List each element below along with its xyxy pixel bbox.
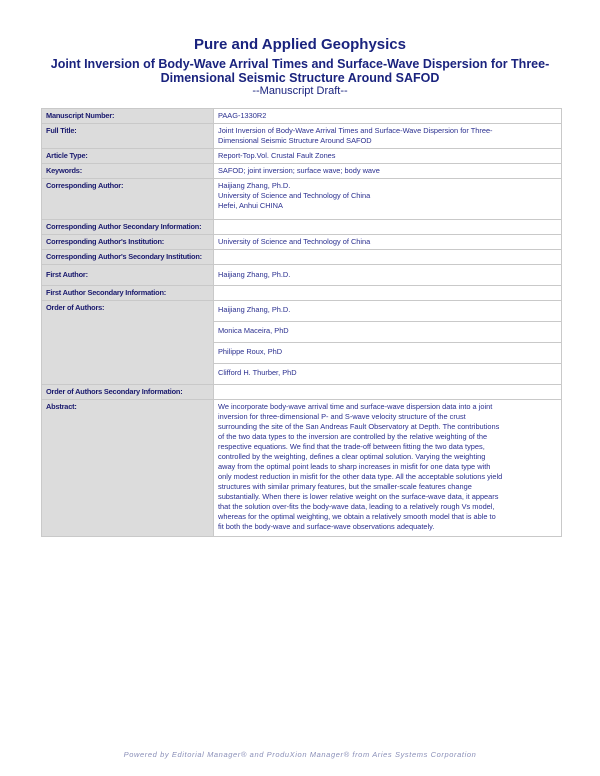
abstract-line: structures with similar primary features, but the smaller-scale features change [218,482,472,491]
value-order-secondary [214,385,562,400]
row-article-type [42,149,562,164]
label-first-author: First Author: [42,265,214,286]
footer-powered-by: Powered by Editorial Manager® and ProduXion Manager® from Aries Systems Corporation [123,750,477,759]
row-corr-institution [42,235,562,250]
abstract-line: away from the optimal point leads to sharp increases in misfit for one data type with [218,462,491,471]
label-first-author-secondary: First Author Secondary Information: [42,286,214,301]
row-corr-secondary-info [42,220,562,235]
row-order-of-authors-1 [42,301,562,322]
draft-label: --Manuscript Draft-- [252,85,348,97]
row-corr-secondary-institution [42,250,562,265]
label-corr-secondary-institution: Corresponding Author's Secondary Institution: [42,250,214,265]
abstract-line: of the two data types to the inversion are controlled by the relative weighting of the [218,432,488,441]
row-full-title [42,124,562,149]
abstract-line: that the solution over-fits the body-wave data, leading to a relatively rough Vs model, [218,502,495,511]
value-corr-institution: University of Science and Technology of China [214,235,562,250]
title-line-2: Dimensional Seismic Structure Around SAFOD [160,71,440,85]
abstract-line: We incorporate body-wave arrival time and surface-wave dispersion data into a joint [218,402,493,411]
value-corr-secondary-info [214,220,562,235]
manuscript-metadata-table [41,108,562,537]
author-4: Clifford H. Thurber, PhD [214,364,562,385]
value-first-author: Haijiang Zhang, Ph.D. [214,265,562,286]
abstract-line: only modest reduction in misfit for the other data type. All the acceptable solutions yield [218,472,503,481]
manuscript-title [20,57,580,85]
author-3: Philippe Roux, PhD [214,343,562,364]
row-first-author-secondary [42,286,562,301]
label-order-of-authors: Order of Authors: [42,301,214,385]
label-keywords: Keywords: [42,164,214,179]
author-1: Haijiang Zhang, Ph.D. [214,301,562,322]
label-abstract: Abstract: [42,400,214,537]
row-corresponding-author [42,179,562,220]
value-article-type: Report-Top.Vol. Crustal Fault Zones [214,149,562,164]
row-abstract [42,400,562,537]
full-title-line-1: Joint Inversion of Body-Wave Arrival Times and Surface-Wave Dispersion for Three- [218,126,493,135]
row-keywords [42,164,562,179]
corr-author-name: Haijiang Zhang, Ph.D. [218,181,291,190]
title-line-1: Joint Inversion of Body-Wave Arrival Times and Surface-Wave Dispersion for Three- [50,57,550,71]
abstract-line: respective equations. We find that the trade-off between fitting the two data types, [218,442,485,451]
abstract-line: surrounding the site of the San Andreas Fault Observatory at Depth. The contributions [218,422,500,431]
value-corr-secondary-institution [214,250,562,265]
label-corresponding-author: Corresponding Author: [42,179,214,220]
value-first-author-secondary [214,286,562,301]
value-abstract [214,400,562,537]
label-corr-institution: Corresponding Author's Institution: [42,235,214,250]
full-title-line-2: Dimensional Seismic Structure Around SAFOD [218,136,372,145]
label-manuscript-number: Manuscript Number: [42,109,214,124]
row-order-secondary [42,385,562,400]
row-manuscript-number [42,109,562,124]
label-full-title: Full Title: [42,124,214,149]
value-corresponding-author [214,179,562,220]
abstract-line: inversion for three-dimensional P- and S-wave velocity structure of the crust [218,412,466,421]
label-order-secondary: Order of Authors Secondary Information: [42,385,214,400]
label-corr-secondary-info: Corresponding Author Secondary Information: [42,220,214,235]
row-first-author [42,265,562,286]
abstract-line: whereas for the optimal weighting, we obtain a relatively smooth model that is able to [218,512,496,521]
abstract-line: fit both the body-wave and surface-wave observations adequately. [218,522,435,531]
value-manuscript-number: PAAG-1330R2 [214,109,562,124]
author-2: Monica Maceira, PhD [214,322,562,343]
label-article-type: Article Type: [42,149,214,164]
abstract-line: controlled by the weighting, defines a clear optimal solution. Varying the weighting [218,452,486,461]
value-keywords: SAFOD; joint inversion; surface wave; body wave [214,164,562,179]
corr-author-location: Hefei, Anhui CHINA [218,201,283,210]
corr-author-university: University of Science and Technology of China [218,191,371,200]
value-full-title [214,124,562,149]
journal-name: Pure and Applied Geophysics [194,36,406,53]
abstract-line: substantially. When there is lower relative weight on the surface-wave data, it appears [218,492,499,501]
